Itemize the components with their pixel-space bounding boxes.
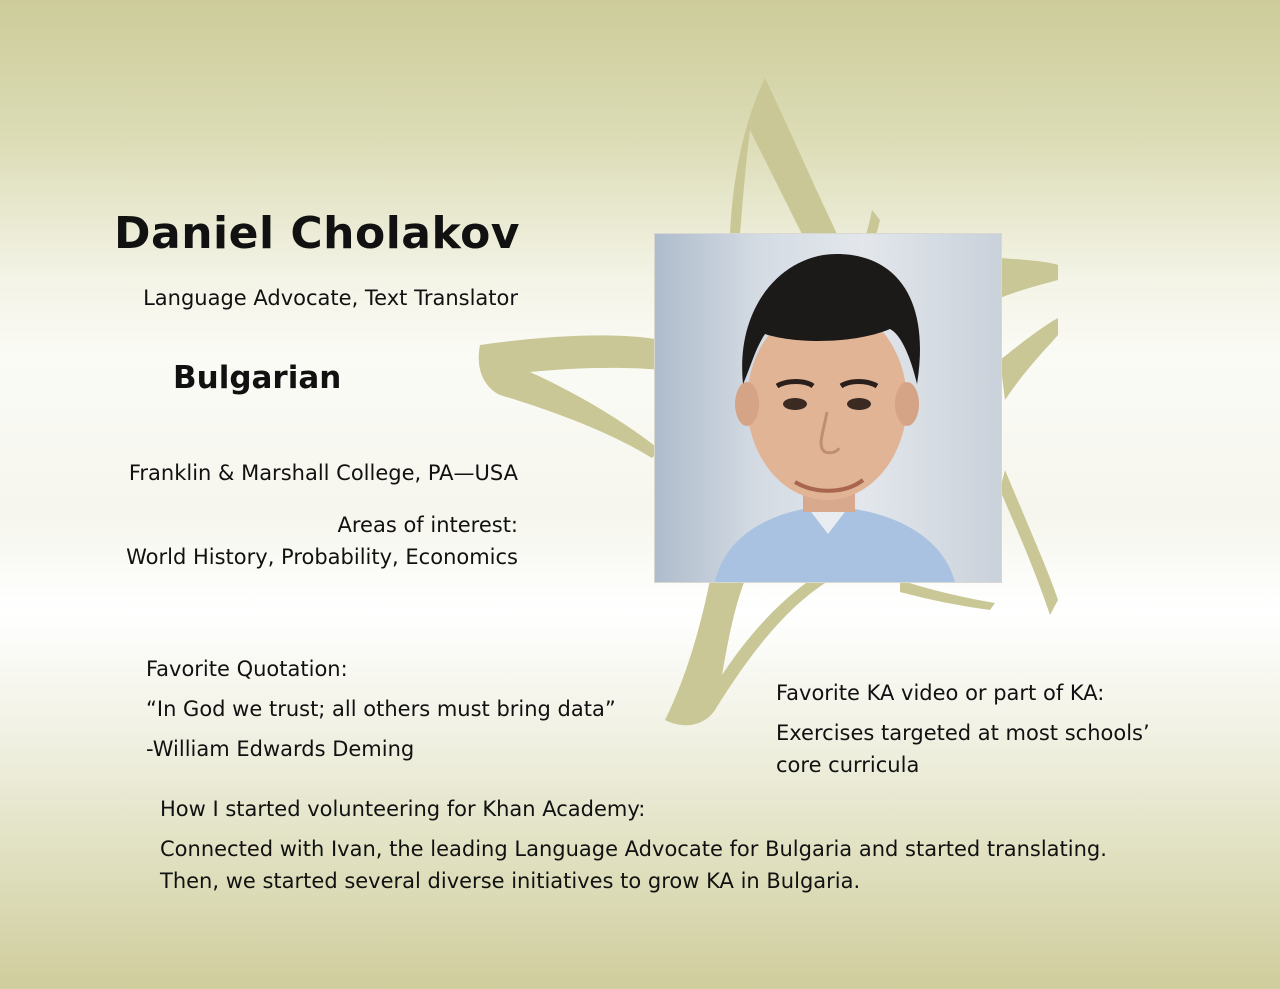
portrait-illustration [655,234,1001,582]
quotation-label: Favorite Quotation: [146,657,348,681]
volunteering-label: How I started volunteering for Khan Academy: [160,797,646,821]
profile-language: Bulgarian [173,360,342,396]
interests-value: World History, Probability, Economics [126,545,518,569]
interests-label: Areas of interest: [337,513,518,537]
profile-role: Language Advocate, Text Translator [143,286,518,310]
volunteering-line-2: Then, we started several diverse initiatives to grow KA in Bulgaria. [160,869,861,893]
volunteering-line-1: Connected with Ivan, the leading Language Advocate for Bulgaria and started translating. [160,837,1107,861]
quotation-author: -William Edwards Deming [146,737,415,761]
profile-photo [655,234,1001,582]
quotation-text: “In God we trust; all others must bring data” [146,697,616,721]
profile-name: Daniel Cholakov [114,208,520,259]
profile-college: Franklin & Marshall College, PA—USA [128,461,518,485]
favorite-line-1: Exercises targeted at most schools’ [776,721,1150,745]
favorite-label: Favorite KA video or part of KA: [776,681,1105,705]
favorite-line-2: core curricula [776,753,920,777]
